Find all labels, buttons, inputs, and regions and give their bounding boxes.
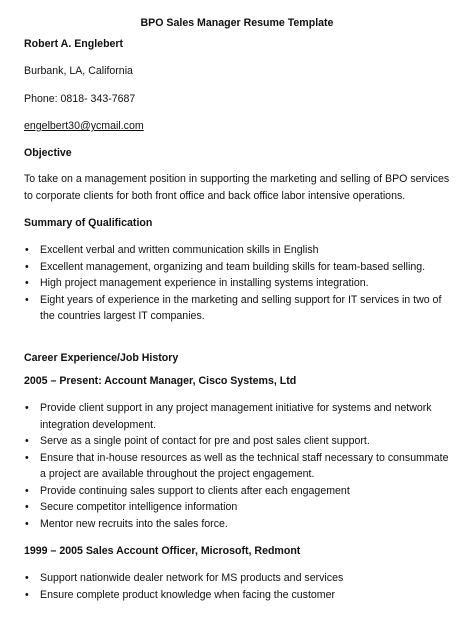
objective-heading: Objective	[24, 147, 72, 159]
job1-heading: 2005 – Present: Account Manager, Cisco Systems, Ltd	[24, 375, 297, 387]
career-heading: Career Experience/Job History	[24, 352, 179, 364]
summary-heading: Summary of Qualification	[24, 217, 153, 229]
list-item: • Secure competitor intelligence information	[24, 499, 454, 516]
candidate-location: Burbank, LA, California	[24, 65, 133, 77]
list-item: • Ensure that in-house resources as well as the technical staff necessary to consummate a project are available throughout the project engagement.	[24, 450, 454, 483]
list-item: • Excellent verbal and written communication skills in English	[24, 242, 454, 259]
list-item: • Mentor new recruits into the sales force.	[24, 516, 454, 533]
objective-text: To take on a management position in supporting the marketing and selling of BPO services to corporate clients for both front office and back office labor intensive operations.	[24, 173, 450, 202]
document-title: BPO Sales Manager Resume Template	[140, 17, 334, 29]
list-item: • Support nationwide dealer network for MS products and services	[24, 570, 454, 587]
list-item: • Serve as a single point of contact for pre and post sales client support.	[24, 433, 454, 450]
candidate-email-link[interactable]: engelbert30@ycmail.com	[24, 120, 144, 132]
list-item: • Excellent management, organizing and team building skills for team-based selling.	[24, 259, 454, 276]
list-item: • Provide continuing sales support to clients after each engagement	[24, 483, 454, 500]
list-item: • Provide client support in any project management initiative for systems and network integration development.	[24, 400, 454, 433]
candidate-name: Robert A. Englebert	[24, 38, 124, 50]
job1-list	[24, 400, 454, 532]
list-item: • Eight years of experience in the marketing and selling support for IT services in two of the countries largest IT companies.	[24, 292, 454, 325]
summary-list	[24, 242, 454, 325]
job2-heading: 1999 – 2005 Sales Account Officer, Microsoft, Redmont	[24, 545, 301, 557]
list-item: • High project management experience in installing systems integration.	[24, 275, 454, 292]
list-item: • Ensure complete product knowledge when facing the customer	[24, 587, 454, 604]
candidate-phone: Phone: 0818- 343-7687	[24, 93, 136, 105]
job2-list	[24, 570, 454, 603]
